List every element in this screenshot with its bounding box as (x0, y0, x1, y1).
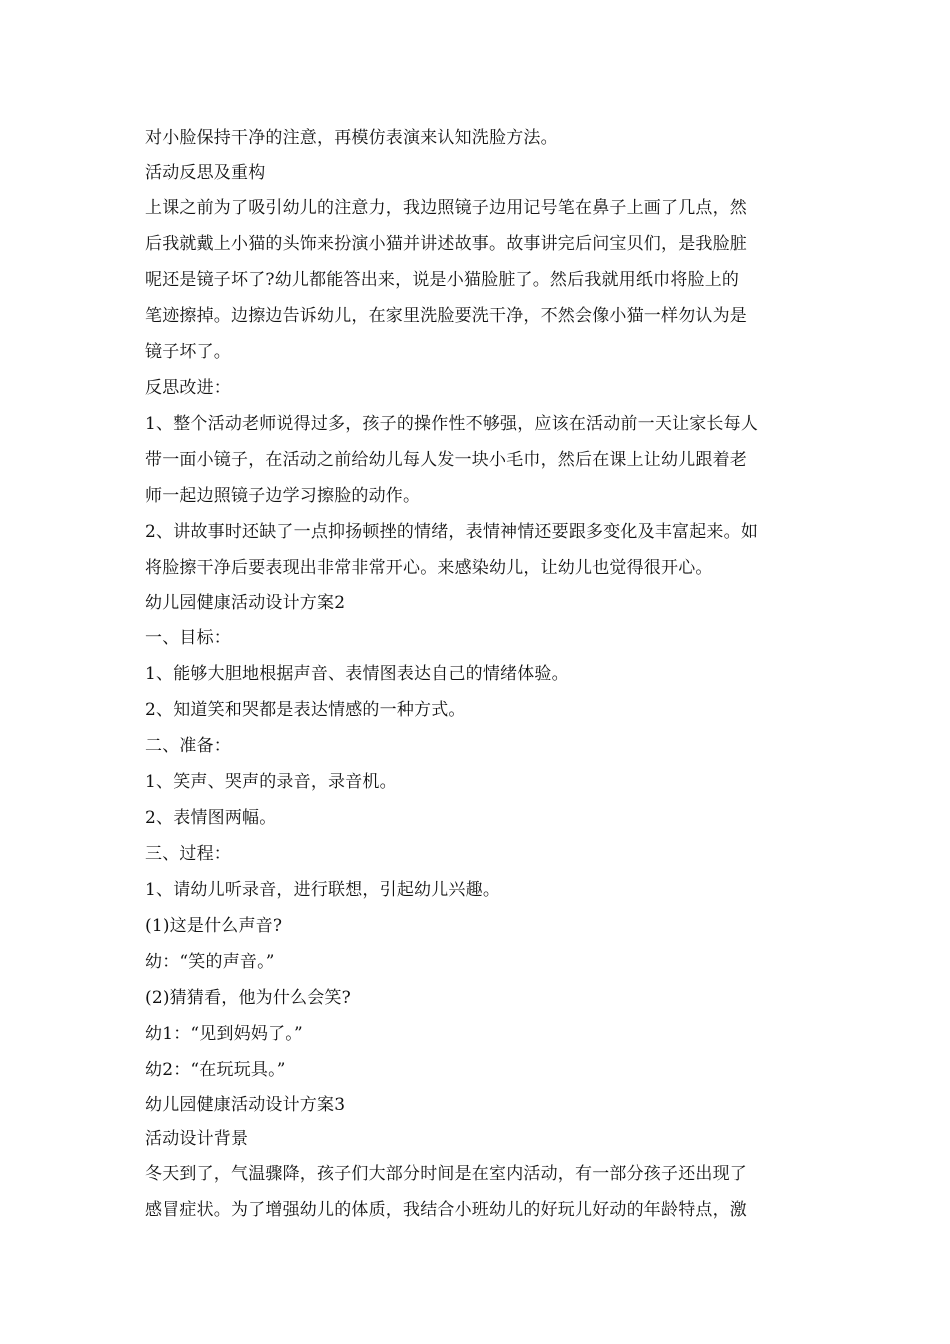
text-line: 1、能够大胆地根据声音、表情图表达自己的情绪体验。 (145, 664, 569, 684)
text-line: 反思改进： (145, 378, 231, 398)
paragraph (145, 908, 810, 944)
heading-text: 幼儿园健康活动设计方案2 (145, 593, 346, 613)
text-line: (2)猜猜看，他为什么会笑? (145, 988, 351, 1008)
text-line: 1、请幼儿听录音，进行联想，引起幼儿兴趣。 (145, 880, 501, 900)
paragraph (145, 370, 810, 406)
text-line: 幼1：“见到妈妈了。” (145, 1024, 303, 1044)
text-line: 笔迹擦掉。边擦边告诉幼儿，在家里洗脸要洗干净，不然会像小猫一样勿认为是 (145, 306, 747, 326)
paragraph (145, 1016, 810, 1052)
text-line: 1、整个活动老师说得过多，孩子的操作性不够强，应该在活动前一天让家长每人 (145, 414, 759, 434)
text-line: 上课之前为了吸引幼儿的注意力，我边照镜子边用记号笔在鼻子上画了几点，然 (145, 198, 747, 218)
text-line: 师一起边照镜子边学习擦脸的动作。 (145, 486, 421, 506)
text-line: 对小脸保持干净的注意，再模仿表演来认知洗脸方法。 (145, 128, 558, 148)
paragraph (145, 656, 810, 692)
text-line: 感冒症状。为了增强幼儿的体质，我结合小班幼儿的好玩儿好动的年龄特点，激 (145, 1200, 747, 1220)
text-line: 一、目标： (145, 628, 231, 648)
paragraph (145, 836, 810, 872)
paragraph (145, 620, 810, 656)
text-line: 1、笑声、哭声的录音，录音机。 (145, 772, 397, 792)
paragraph (145, 944, 810, 980)
text-line: 2、表情图两幅。 (145, 808, 277, 828)
text-line: 二、准备： (145, 736, 231, 756)
text-line: 2、知道笑和哭都是表达情感的一种方式。 (145, 700, 466, 720)
text-line: 呢还是镜子坏了?幼儿都能答出来，说是小猫脸脏了。然后我就用纸巾将脸上的 (145, 270, 740, 290)
paragraph (145, 514, 810, 586)
text-line: 冬天到了，气温骤降，孩子们大部分时间是在室内活动，有一部分孩子还出现了 (145, 1164, 747, 1184)
text-line: 带一面小镜子，在活动之前给幼儿每人发一块小毛巾，然后在课上让幼儿跟着老 (145, 450, 747, 470)
text-line: 镜子坏了。 (145, 342, 231, 362)
section-heading (145, 1122, 810, 1156)
section-heading (145, 156, 810, 190)
paragraph (145, 1052, 810, 1088)
heading-text: 幼儿园健康活动设计方案3 (145, 1095, 346, 1115)
heading-text: 活动设计背景 (145, 1129, 249, 1149)
document-page (145, 120, 810, 1228)
paragraph (145, 980, 810, 1016)
section-heading (145, 1088, 810, 1122)
text-line: 三、过程： (145, 844, 231, 864)
text-line: 2、讲故事时还缺了一点抑扬顿挫的情绪，表情神情还要跟多变化及丰富起来。如 (145, 522, 759, 542)
text-line: 幼：“笑的声音。” (145, 952, 275, 972)
paragraph (145, 120, 810, 156)
text-line: 幼2：“在玩玩具。” (145, 1060, 286, 1080)
section-heading (145, 586, 810, 620)
text-line: 将脸擦干净后要表现出非常非常开心。来感染幼儿，让幼儿也觉得很开心。 (145, 558, 713, 578)
paragraph (145, 1156, 810, 1228)
paragraph (145, 764, 810, 800)
heading-text: 活动反思及重构 (145, 163, 266, 183)
text-line: (1)这是什么声音? (145, 916, 283, 936)
paragraph (145, 800, 810, 836)
paragraph (145, 728, 810, 764)
paragraph (145, 692, 810, 728)
paragraph (145, 872, 810, 908)
paragraph (145, 190, 810, 370)
text-line: 后我就戴上小猫的头饰来扮演小猫并讲述故事。故事讲完后问宝贝们，是我脸脏 (145, 234, 747, 254)
paragraph (145, 406, 810, 514)
